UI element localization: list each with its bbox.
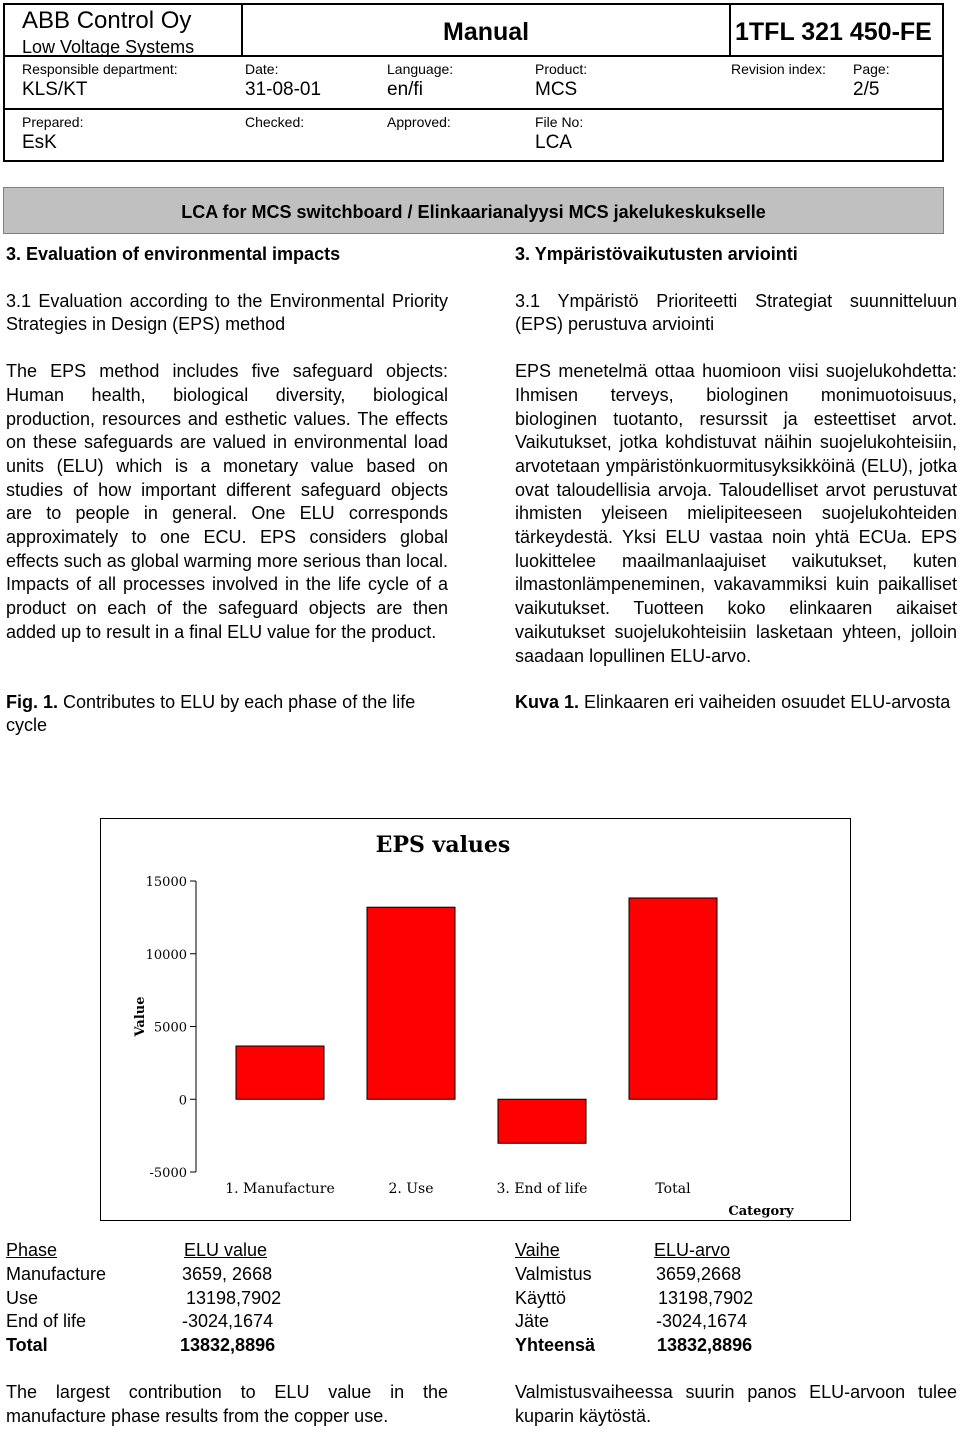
field-value: 31-08-01 bbox=[245, 79, 322, 100]
table-cell-phase: End of life bbox=[6, 1311, 87, 1331]
field-label: Product: bbox=[535, 61, 588, 77]
y-tick-label: 10000 bbox=[145, 947, 187, 963]
chart-title: EPS values bbox=[375, 832, 511, 858]
table-cell-value: 3659, 2668 bbox=[182, 1264, 273, 1284]
body-text: EPS menetelmä ottaa huomioon viisi suojelukohdetta: Ihmisen terveys, biologinen monimuotoisuus, biologinen tuotanto, resurssit ja esteettiset arvot. Vaikutukset, jotka kohdistuvat näihin suojelukohteisiin, arvotetaan ympäristönkuormitusyksikköinä (ELU), jotka ovat taloudellisia arvoja. Taloudelliset arvot perustuvat ihmisten yleiseen mielipiteeseen suojelukohteiden tärkeydestä. Yksi ELU vastaa noin yhtä ECUa. EPS luokittelee maailmanlaajuiset vaikutukset, kuten ilmastonlämpeneminen, vakavammiksi kuin paikalliset vaikutukset. Tuotteen koko elinkaaren aikaiset vaikutukset suojelukohteisiin lasketaan yhteen, jolloin saadaan lopullinen ELU-arvo. bbox=[515, 361, 957, 666]
body-text: The EPS method includes five safeguard objects: Human health, biological diversity, biological production, resources and esthetic values. The effects on these safeguards are valued in environmental load units (ELU) which is a monetary value based on studies of how important different safeguard objects are to people in general. One ELU corresponds approximately to one ECU. EPS considers global effects such as global warming more serious than local. Impacts of all processes involved in the life cycle of a product on each of the safeguard objects are then added up to result in a final ELU value for the product. bbox=[6, 361, 448, 642]
company-name: ABB Control Oy bbox=[22, 7, 192, 34]
field-label: Prepared: bbox=[22, 114, 84, 130]
field-label: Checked: bbox=[245, 114, 305, 130]
figure-caption-text: Contributes to ELU by each phase of the life cycle bbox=[6, 691, 416, 736]
table-header-value: ELU-arvo bbox=[654, 1240, 731, 1260]
finnish-column bbox=[515, 243, 957, 715]
field-value: 2/5 bbox=[853, 79, 880, 100]
field-value: MCS bbox=[535, 79, 578, 100]
y-tick-label: 5000 bbox=[153, 1020, 187, 1036]
field-label: Revision index: bbox=[731, 61, 826, 77]
table-cell-value: -3024,1674 bbox=[656, 1311, 748, 1331]
division-name: Low Voltage Systems bbox=[22, 37, 195, 57]
chart-bar bbox=[367, 907, 455, 1099]
x-tick-label: Total bbox=[655, 1181, 691, 1197]
field-value: LCA bbox=[535, 132, 572, 153]
table-cell-phase: Valmistus bbox=[515, 1264, 592, 1284]
english-column bbox=[6, 243, 448, 738]
conclusion-text: The largest contribution to ELU value in the manufacture phase results from the copper use. bbox=[6, 1382, 448, 1426]
header-divider bbox=[241, 5, 243, 55]
document-banner: LCA for MCS switchboard / Elinkaarianalyysi MCS jakelukeskukselle bbox=[3, 187, 944, 234]
field-label: Page: bbox=[853, 61, 890, 77]
chart-bar bbox=[629, 898, 717, 1099]
chart-bar bbox=[498, 1099, 586, 1143]
section-title: 3. Ympäristövaikutusten arviointi bbox=[515, 244, 798, 264]
table-cell-value: 13198,7902 bbox=[658, 1288, 754, 1308]
table-total-value: 13832,8896 bbox=[657, 1335, 753, 1355]
table-header-phase: Phase bbox=[6, 1240, 58, 1260]
table-cell-phase: Jäte bbox=[515, 1311, 550, 1331]
document-header bbox=[3, 3, 944, 162]
subsection-title: 3.1 Ympäristö Prioriteetti Strategiat suunnitteluun (EPS) perustuva arviointi bbox=[515, 290, 957, 335]
field-label: Date: bbox=[245, 61, 279, 77]
x-tick-label: 2. Use bbox=[388, 1181, 434, 1197]
figure-label: Kuva 1. bbox=[515, 692, 580, 713]
subsection-title: 3.1 Evaluation according to the Environmental Priority Strategies in Design (EPS) method bbox=[6, 290, 448, 335]
y-tick-label: 15000 bbox=[145, 875, 187, 890]
x-tick-label: 3. End of life bbox=[496, 1181, 588, 1197]
conclusion-text: Valmistusvaiheessa suurin panos ELU-arvoon tulee kuparin käytöstä. bbox=[515, 1382, 957, 1426]
doc-number: 1TFL 321 450-FE bbox=[735, 18, 932, 46]
table-total-label: Yhteensä bbox=[515, 1335, 596, 1355]
figure-caption bbox=[6, 691, 448, 738]
figure-label: Fig. 1. bbox=[6, 691, 59, 712]
doc-type: Manual bbox=[443, 18, 530, 46]
eps-bar-chart bbox=[101, 819, 850, 1220]
y-axis-label: Value bbox=[133, 996, 148, 1037]
field-label: File No: bbox=[535, 114, 584, 130]
chart-bar bbox=[236, 1046, 324, 1099]
table-total-value: 13832,8896 bbox=[180, 1335, 276, 1355]
x-axis-label: Category bbox=[728, 1204, 794, 1219]
x-tick-label: 1. Manufacture bbox=[225, 1181, 335, 1197]
table-total-label: Total bbox=[6, 1335, 48, 1355]
table-cell-phase: Manufacture bbox=[6, 1264, 107, 1284]
table-cell-phase: Käyttö bbox=[515, 1288, 567, 1308]
table-cell-value: -3024,1674 bbox=[182, 1311, 274, 1331]
figure-caption bbox=[515, 691, 957, 715]
field-label: Responsible department: bbox=[22, 61, 178, 77]
table-header-phase: Vaihe bbox=[515, 1240, 560, 1260]
header-divider bbox=[5, 108, 942, 110]
field-value: EsK bbox=[22, 132, 57, 153]
table-cell-value: 13198,7902 bbox=[186, 1288, 282, 1308]
eps-chart bbox=[100, 818, 851, 1221]
header-divider bbox=[729, 5, 731, 55]
figure-caption-text: Elinkaaren eri vaiheiden osuudet ELU-arvosta bbox=[579, 692, 951, 713]
y-tick-label: 0 bbox=[178, 1093, 187, 1109]
field-value: en/fi bbox=[387, 79, 423, 100]
section-title: 3. Evaluation of environmental impacts bbox=[6, 244, 341, 264]
field-value: KLS/KT bbox=[22, 79, 88, 100]
table-cell-phase: Use bbox=[6, 1288, 39, 1308]
field-label: Approved: bbox=[387, 114, 451, 130]
field-label: Language: bbox=[387, 61, 454, 77]
table-cell-value: 3659,2668 bbox=[656, 1264, 742, 1284]
table-header-value: ELU value bbox=[184, 1240, 268, 1260]
y-tick-label: -5000 bbox=[149, 1166, 187, 1181]
